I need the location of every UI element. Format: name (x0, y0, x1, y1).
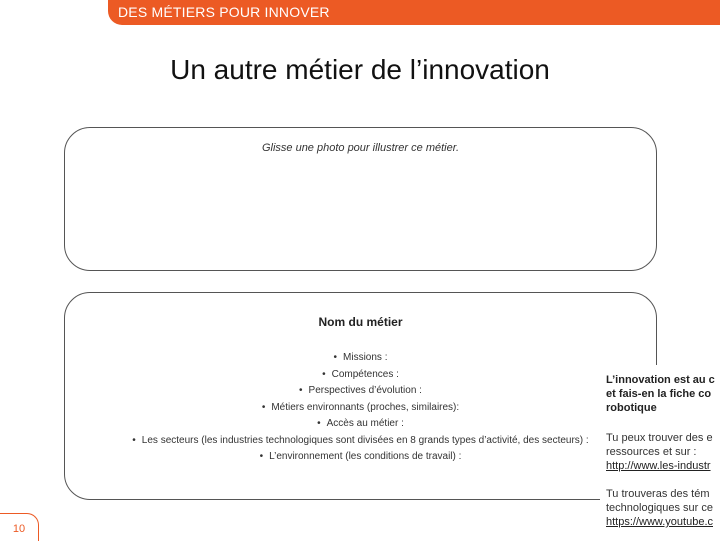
side-intro-text: L’innovation est au c et fais-en la fiche co robotique (606, 374, 715, 414)
youtube-link[interactable]: https://www.youtube.c (606, 516, 713, 528)
bullet-missions: • Missions : (333, 352, 388, 363)
metier-info-box[interactable] (64, 292, 657, 500)
page-number: 10 (0, 513, 39, 541)
metier-bullet-list (65, 350, 656, 466)
photo-hint: Glisse une photo pour illustrer ce métier. (261, 142, 460, 154)
bullet-secteurs: • Les secteurs (les industries technologiques sont divisées en 8 grands types d’activité, des secteurs) : (132, 434, 589, 446)
side-resources-text: Tu peux trouver des e ressources et sur : http://www.les-industr (606, 431, 720, 473)
photo-placeholder[interactable] (64, 127, 657, 271)
bullet-metiers-environnants: • Métiers environnants (proches, similaires): (261, 401, 460, 413)
metier-name: Nom du métier (318, 315, 403, 329)
section-label: DES MÉTIERS POUR INNOVER (118, 4, 330, 20)
bullet-perspectives: • Perspectives d’évolution : (299, 385, 422, 396)
resources-link[interactable]: http://www.les-industr (606, 460, 711, 472)
side-videos-text: Tu trouveras des tém technologiques sur ce https://www.youtube.c (606, 487, 720, 529)
bullet-environnement: • L’environnement (les conditions de travail) : (259, 451, 462, 462)
bullet-competences: • Compétences : (322, 368, 399, 380)
side-info-panel (600, 365, 720, 540)
bullet-acces: • Accès au métier : (317, 418, 404, 429)
slide-title: Un autre métier de l’innovation (170, 54, 550, 85)
